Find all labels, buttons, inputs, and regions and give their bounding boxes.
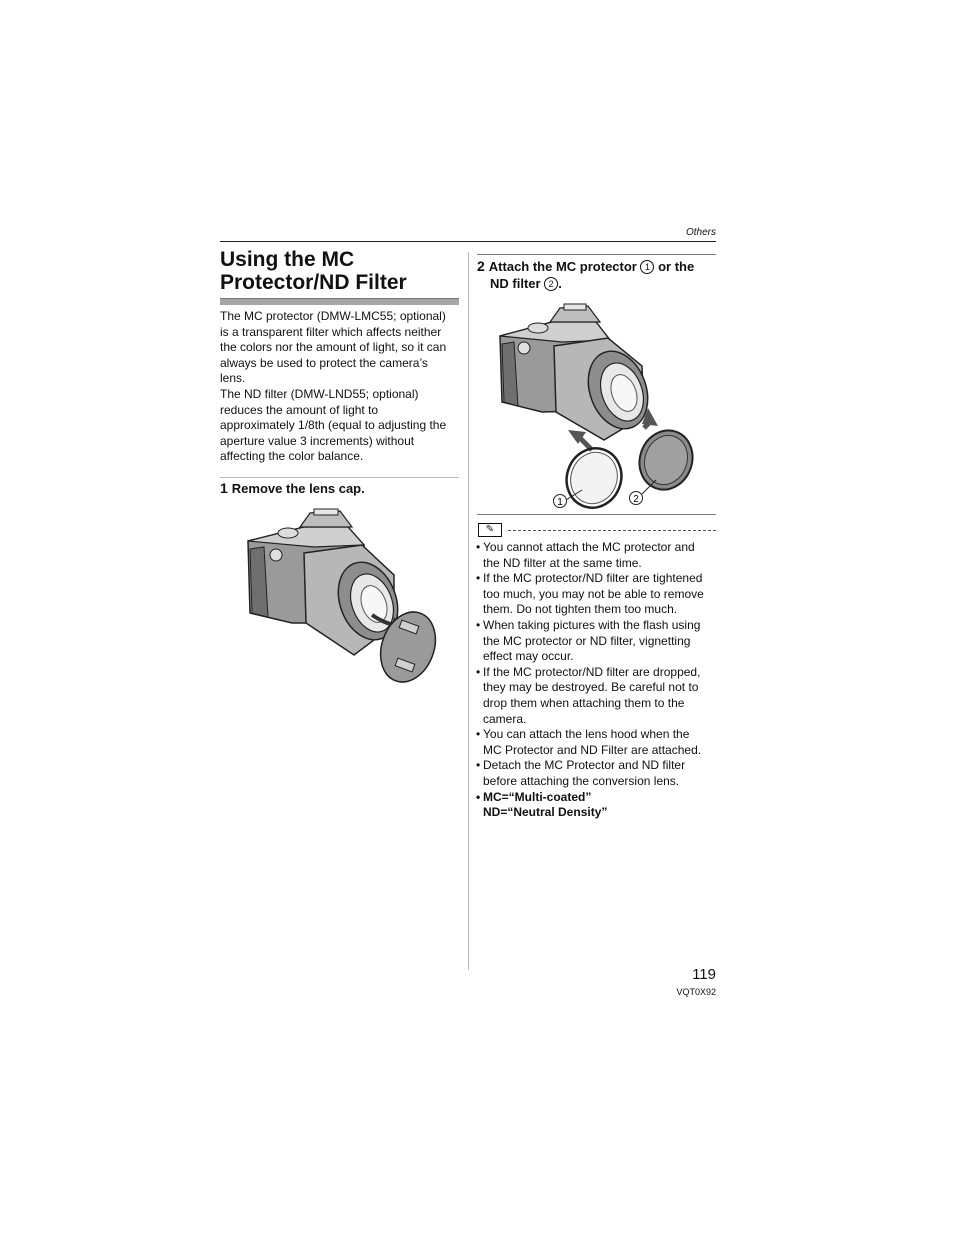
note-line: If the MC protector/ND filter are tightened (483, 571, 703, 586)
camera-lens-cap-illustration (244, 505, 440, 685)
note-line: Detach the MC Protector and ND filter (483, 758, 686, 773)
intro-line: the colors nor the amount of light, so it can (220, 340, 447, 355)
step-text: or the (658, 259, 695, 274)
note-line: drop them when attaching them to the (483, 695, 685, 710)
note-item (476, 618, 716, 665)
intro-paragraph-nd (220, 387, 460, 465)
step1-rule (220, 477, 459, 478)
note-line: If the MC protector/ND filter are dropped, (483, 664, 701, 679)
step-2 (477, 258, 717, 292)
page-number: 119 (692, 966, 716, 983)
column-divider (468, 252, 469, 970)
note-item (476, 540, 716, 571)
document-code: VQT0X92 (676, 987, 716, 997)
note-item (476, 758, 716, 789)
intro-text (220, 309, 460, 465)
title-line-2: Protector/ND Filter (220, 271, 407, 294)
intro-line: is a transparent filter which affects neither (220, 324, 442, 339)
note-line: effect may occur. (483, 649, 574, 664)
note-item (476, 571, 716, 618)
notes-header (476, 520, 716, 538)
marker-2-icon: 2 (544, 277, 558, 291)
note-line: they may be destroyed. Be careful not to (483, 680, 699, 695)
header-rule (220, 241, 716, 242)
title-underline-bar (220, 298, 459, 305)
note-definition-mc: • MC=“Multi-coated” (476, 790, 716, 806)
note-line: You cannot attach the MC protector and (483, 540, 695, 554)
page-title (220, 248, 460, 294)
note-line: camera. (483, 711, 527, 726)
notes-dashed-line (508, 530, 716, 531)
note-line: the MC protector or ND filter, vignetting (483, 633, 691, 648)
marker-1-icon: 1 (640, 260, 654, 274)
intro-line: always be used to protect the camera’s (220, 355, 428, 370)
intro-line: reduces the amount of light to (220, 402, 379, 417)
note-line: too much, you may not be able to remove (483, 586, 704, 601)
step-text: ND filter (490, 276, 541, 291)
note-line: You can attach the lens hood when the (483, 727, 690, 742)
note-line: MC Protector and ND Filter are attached. (483, 742, 702, 757)
note-line: them. Do not tighten them too much. (483, 602, 678, 617)
intro-line: lens. (220, 371, 246, 386)
note-item (476, 665, 716, 727)
figure-label-1: 1 (557, 497, 563, 508)
intro-paragraph-mc (220, 309, 460, 387)
intro-line: The MC protector (DMW-LMC55; optional) (220, 309, 446, 323)
intro-line: The ND filter (DMW-LND55; optional) (220, 386, 419, 401)
notes-rule (477, 514, 716, 515)
note-line: the ND filter at the same time. (483, 555, 642, 570)
intro-line: approximately 1/8th (equal to adjusting the (220, 418, 447, 433)
intro-line: aperture value 3 increments) without (220, 433, 415, 448)
note-definition-nd: ND=“Neutral Density” (483, 805, 608, 820)
note-line: When taking pictures with the flash using (483, 617, 701, 632)
camera-filter-illustration (496, 300, 700, 512)
notes-list (476, 540, 716, 821)
note-pencil-icon: ✎ (478, 523, 502, 537)
step-text: Attach the MC protector (488, 259, 637, 274)
step-number: 2 (477, 258, 485, 274)
note-line: before attaching the conversion lens. (483, 773, 680, 788)
section-label: Others (685, 227, 716, 238)
note-item (476, 727, 716, 758)
step-text: . (558, 276, 562, 291)
figure-label-2: 2 (633, 494, 639, 505)
step-text: Remove the lens cap. (231, 481, 365, 496)
step2-rule (477, 254, 716, 255)
intro-line: affecting the color balance. (220, 449, 364, 464)
step-number: 1 (220, 480, 228, 496)
step-1 (220, 480, 460, 497)
title-line-1: Using the MC (220, 248, 355, 271)
